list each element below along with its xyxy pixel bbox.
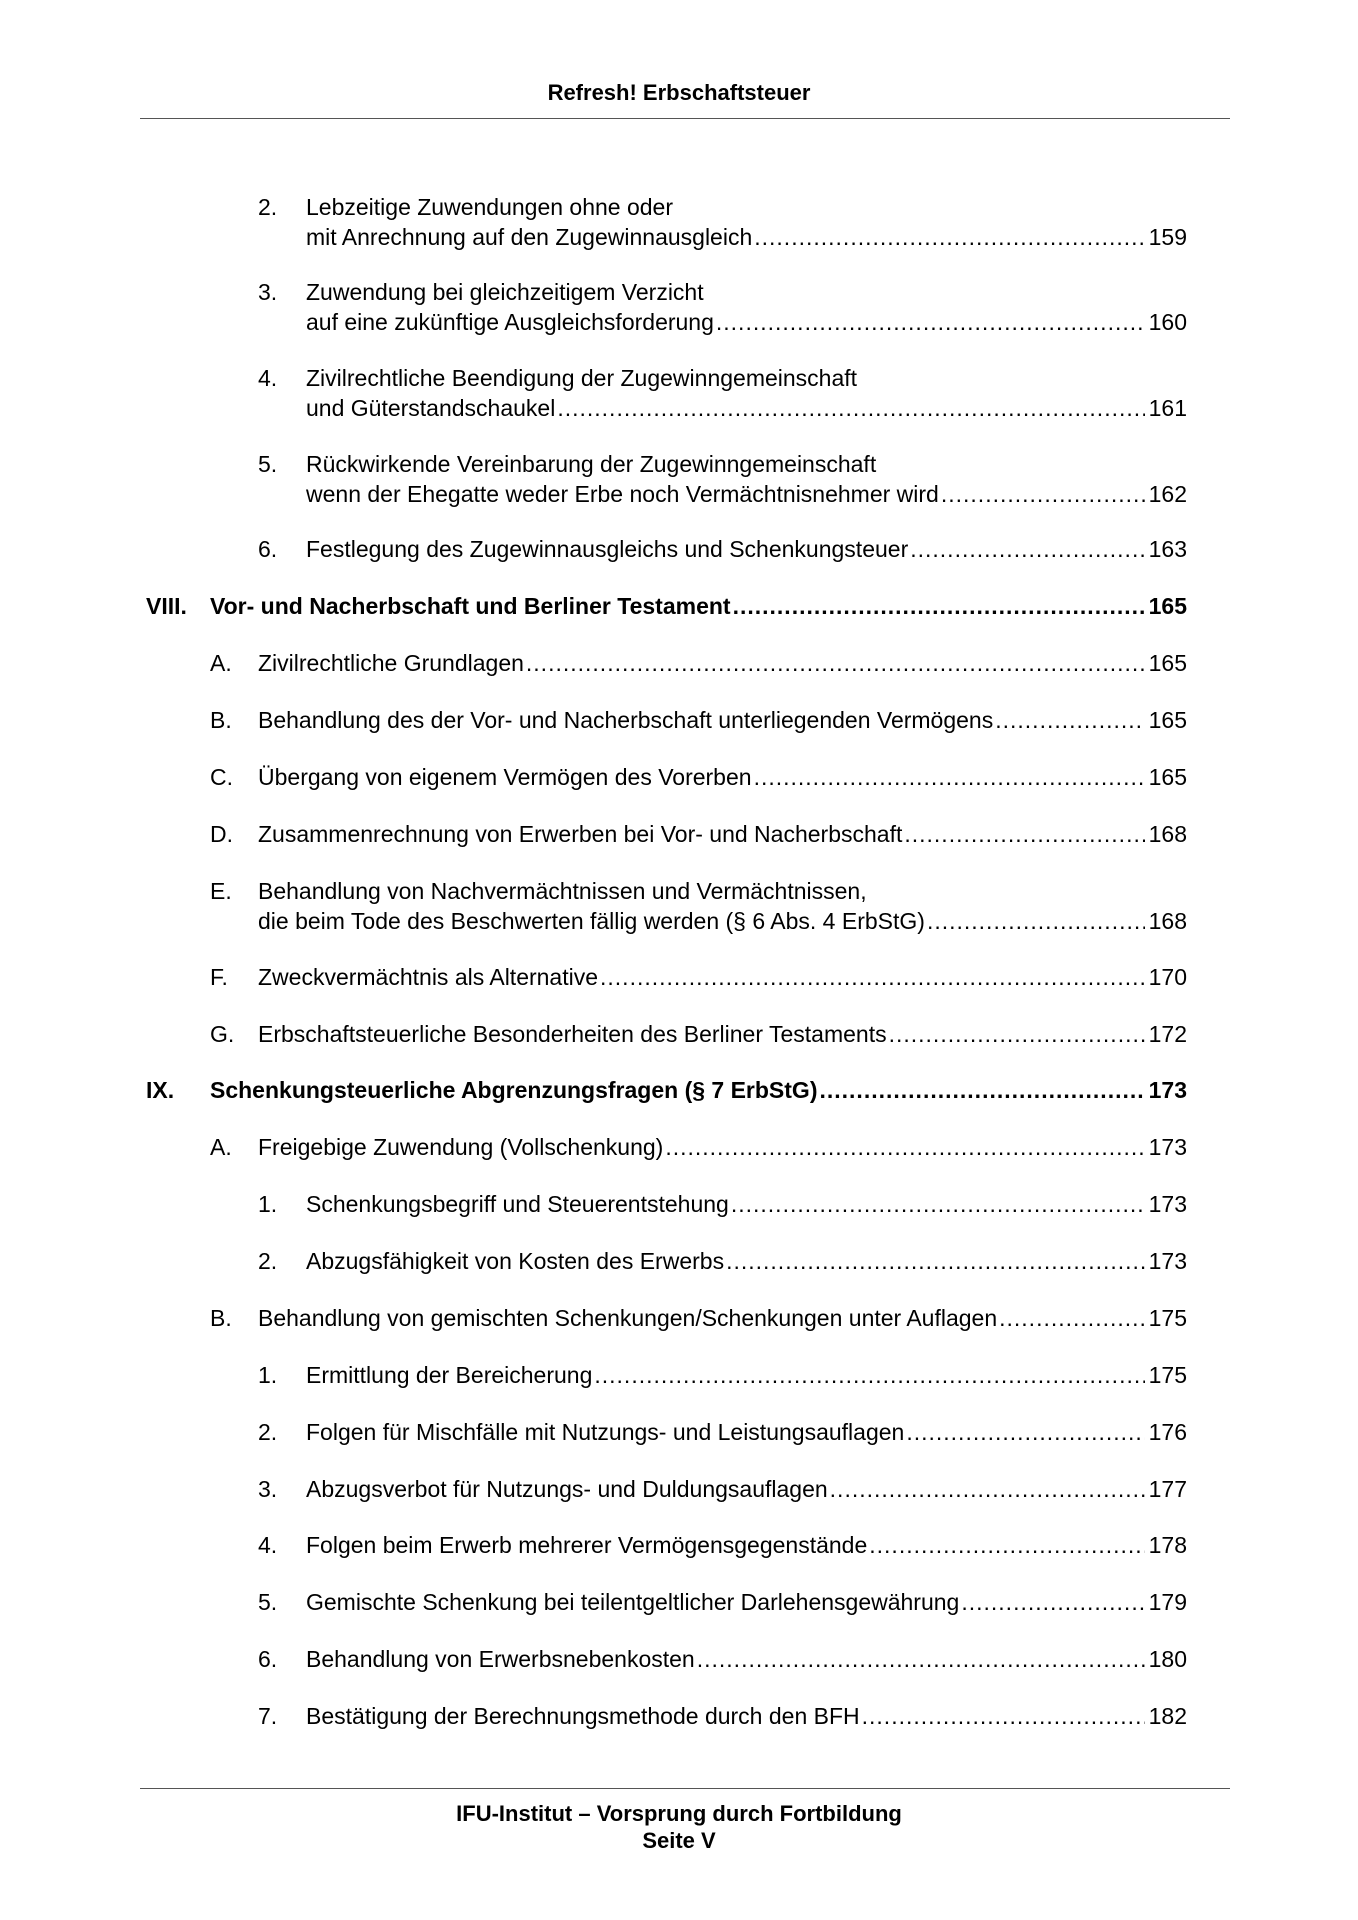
toc-entry-number: 6. [258,1646,278,1672]
toc-entry-page: 182 [1148,1703,1187,1729]
toc-entry-number: 4. [258,365,278,391]
toc-dot-leader [910,534,1145,564]
toc-entry-page: 173 [1148,1077,1187,1103]
toc-dot-leader [697,1644,1145,1674]
toc-entry-title: Behandlung des der Vor- und Nacherbschaft unterliegenden Vermögens [258,707,994,733]
toc-entry-page: 159 [1148,224,1187,250]
toc-entry-page: 175 [1148,1362,1187,1388]
toc-dot-leader [754,762,1145,792]
footer-page-number: Seite V [642,1828,716,1853]
toc-entry-number: 5. [258,451,278,477]
toc-entry-title: Übergang von eigenem Vermögen des Vorerben [258,764,752,790]
toc-dot-leader [733,591,1145,621]
toc-entry-number: 1. [258,1362,278,1388]
footer-institute: IFU-Institut – Vorsprung durch Fortbildung [456,1801,902,1826]
toc-entry-number: 3. [258,279,278,305]
toc-entry-title: Behandlung von gemischten Schenkungen/Schenkungen unter Auflagen [258,1305,998,1331]
toc-dot-leader [526,648,1145,678]
toc-entry-page: 179 [1148,1589,1187,1615]
toc-entry-title: Folgen beim Erwerb mehrerer Vermögensgegenstände [306,1532,868,1558]
toc-entry-title: Festlegung des Zugewinnausgleichs und Schenkungsteuer [306,536,909,562]
toc-entry-number: 4. [258,1532,278,1558]
toc-entry-title: Abzugsfähigkeit von Kosten des Erwerbs [306,1248,725,1274]
toc-entry-number: D. [210,821,233,847]
toc-entry-title-line1: Behandlung von Nachvermächtnissen und Vermächtnissen, [258,878,867,904]
toc-entry-number: B. [210,707,232,733]
toc-entry-title: Gemischte Schenkung bei teilentgeltlicher Darlehensgewährung [306,1589,960,1615]
toc-entry-page: 176 [1148,1419,1187,1445]
header-divider [140,118,1230,119]
toc-entry-number: VIII. [146,593,187,619]
toc-entry-number: A. [210,1134,232,1160]
toc-entry-title: die beim Tode des Beschwerten fällig werden (§ 6 Abs. 4 ErbStG) [258,908,925,934]
toc-entry-title: Behandlung von Erwerbsnebenkosten [306,1646,695,1672]
toc-entry-number: A. [210,650,232,676]
toc-entry-title: mit Anrechnung auf den Zugewinnausgleich [306,224,753,250]
toc-entry-page: 173 [1148,1191,1187,1217]
toc-entry-number: 2. [258,1248,278,1274]
toc-entry-title: auf eine zukünftige Ausgleichsforderung [306,309,714,335]
toc-dot-leader [754,222,1145,252]
toc-entry-page: 165 [1148,707,1187,733]
toc-entry-number: 6. [258,536,278,562]
toc-entry-title: Zivilrechtliche Grundlagen [258,650,524,676]
toc-dot-leader [941,479,1145,509]
toc-entry-page: 161 [1148,395,1187,421]
toc-entry-number: 2. [258,1419,278,1445]
page-footer [0,1800,1358,1854]
toc-dot-leader [889,1019,1145,1049]
toc-entry-title-line1: Zivilrechtliche Beendigung der Zugewinngemeinschaft [306,365,858,391]
toc-entry-page: 180 [1148,1646,1187,1672]
toc-dot-leader [600,962,1145,992]
toc-dot-leader [830,1474,1145,1504]
toc-entry-title: Schenkungsteuerliche Abgrenzungsfragen (§ 7 ErbStG) [210,1077,818,1103]
toc-dot-leader [961,1587,1145,1617]
toc-dot-leader [819,1075,1145,1105]
toc-dot-leader [716,307,1145,337]
toc-entry-title-line1: Zuwendung bei gleichzeitigem Verzicht [306,279,704,305]
toc-entry-number: 2. [258,194,278,220]
toc-entry-page: 172 [1148,1021,1187,1047]
toc-entry-title-line1: Rückwirkende Vereinbarung der Zugewinngemeinschaft [306,451,877,477]
toc-entry-title: Folgen für Mischfälle mit Nutzungs- und Leistungsauflagen [306,1419,905,1445]
toc-entry-page: 168 [1148,821,1187,847]
toc-entry-number: F. [210,964,228,990]
toc-entry-page: 162 [1148,481,1187,507]
footer-divider [140,1788,1230,1789]
toc-entry-title: Abzugsverbot für Nutzungs- und Duldungsauflagen [306,1476,828,1502]
toc-entry-number: C. [210,764,233,790]
toc-entry-title: Schenkungsbegriff und Steuerentstehung [306,1191,729,1217]
toc-entry-title: und Güterstandschaukel [306,395,556,421]
toc-dot-leader [557,393,1145,423]
toc-dot-leader [731,1189,1145,1219]
toc-dot-leader [904,819,1145,849]
toc-entry-number: 7. [258,1703,278,1729]
toc-entry-page: 173 [1148,1134,1187,1160]
toc-dot-leader [726,1246,1145,1276]
toc-entry-page: 178 [1148,1532,1187,1558]
toc-entry-page: 165 [1148,764,1187,790]
page-header-title: Refresh! Erbschaftsteuer [547,80,811,105]
toc-entry-number: 3. [258,1476,278,1502]
toc-entry-title-line1: Lebzeitige Zuwendungen ohne oder [306,194,674,220]
toc-entry-title: Freigebige Zuwendung (Vollschenkung) [258,1134,664,1160]
toc-entry-page: 168 [1148,908,1187,934]
toc-entry-number: IX. [146,1077,175,1103]
toc-entry-page: 170 [1148,964,1187,990]
toc-entry-title: Erbschaftsteuerliche Besonderheiten des Berliner Testaments [258,1021,887,1047]
toc-entry-number: E. [210,878,232,904]
toc-entry-page: 175 [1148,1305,1187,1331]
toc-dot-leader [906,1417,1145,1447]
toc-dot-leader [999,1303,1145,1333]
toc-entry-title: wenn der Ehegatte weder Erbe noch Vermächtnisnehmer wird [306,481,939,507]
toc-entry-number: 1. [258,1191,278,1217]
toc-entry-number: 5. [258,1589,278,1615]
toc-entry-title: Zusammenrechnung von Erwerben bei Vor- und Nacherbschaft [258,821,903,847]
toc-entry-page: 165 [1148,650,1187,676]
toc-entry-page: 173 [1148,1248,1187,1274]
toc-dot-leader [862,1701,1145,1731]
toc-entry-title: Vor- und Nacherbschaft und Berliner Testament [210,593,731,619]
toc-dot-leader [927,906,1145,936]
toc-entry-page: 177 [1148,1476,1187,1502]
toc-entry-title: Ermittlung der Bereicherung [306,1362,593,1388]
toc-dot-leader [995,705,1145,735]
toc-entry-title: Bestätigung der Berechnungsmethode durch den BFH [306,1703,860,1729]
toc-dot-leader [594,1360,1145,1390]
toc-dot-leader [869,1530,1145,1560]
toc-entry-page: 163 [1148,536,1187,562]
toc-dot-leader [665,1132,1145,1162]
toc-entry-number: G. [210,1021,235,1047]
toc-entry-number: B. [210,1305,232,1331]
toc-entry-page: 165 [1148,593,1187,619]
toc-entry-page: 160 [1148,309,1187,335]
toc-entry-title: Zweckvermächtnis als Alternative [258,964,599,990]
